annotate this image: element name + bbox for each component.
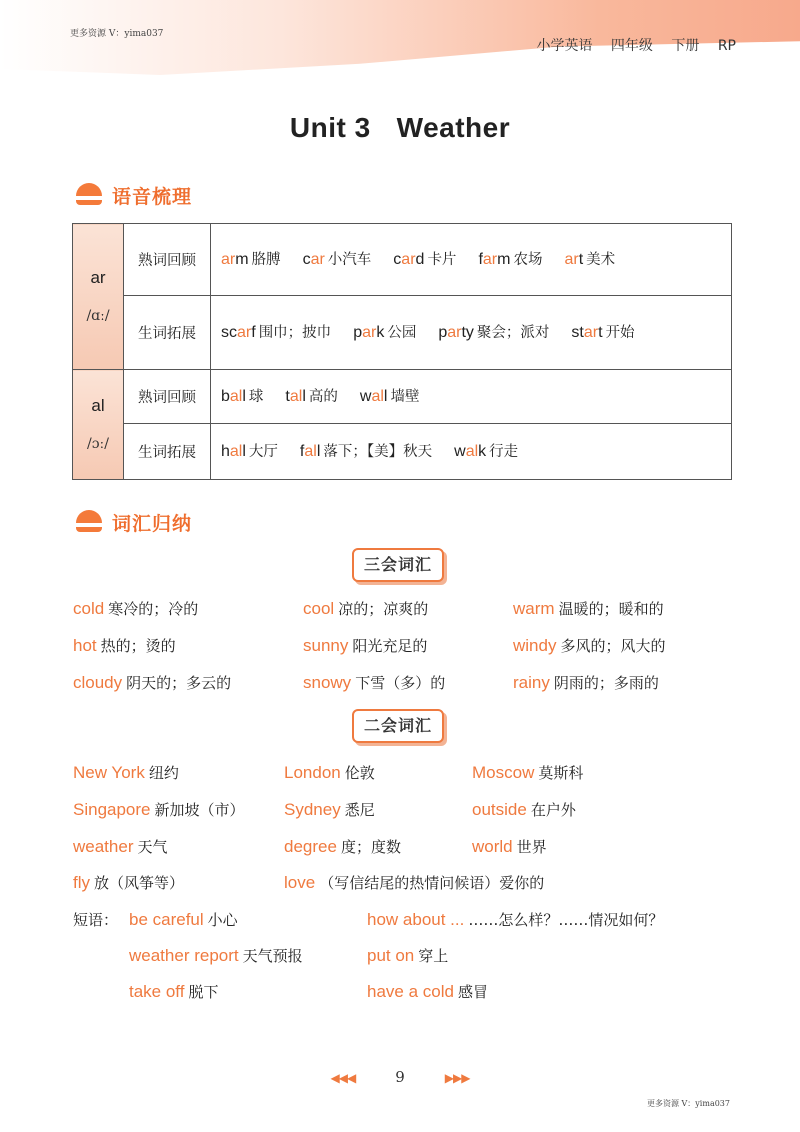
next-arrows-icon: ▶▶▶: [444, 1071, 470, 1085]
vocab-chinese: ……怎么样？……情况如何？: [468, 911, 664, 929]
vocab-item: [513, 635, 665, 656]
phonics-row: [73, 224, 732, 296]
vocab-english: have a cold: [367, 982, 454, 1001]
word-english: wall: [359, 388, 388, 405]
word-english: card: [393, 251, 425, 268]
vocab-english: be careful: [129, 910, 204, 929]
vocab-english: Moscow: [472, 763, 535, 782]
vocab-chinese: 热的；烫的: [100, 637, 176, 655]
vocab-chinese: 度；度数: [340, 838, 401, 856]
word-chinese: 球: [248, 389, 264, 405]
word-list: [211, 224, 732, 296]
word-chinese: 高的: [308, 389, 338, 405]
vocab-english: world: [472, 837, 513, 856]
vocab-english: fly: [73, 873, 90, 892]
sound-ipa: /ɑː/: [86, 308, 110, 325]
highlighted-letters: ar: [564, 251, 579, 268]
word-english: arm: [221, 251, 249, 268]
word-english: park: [353, 324, 385, 341]
word-list: [211, 370, 732, 424]
section-badge-icon: [72, 183, 106, 207]
word-item: [393, 250, 456, 268]
word-chinese: 落下；【美】秋天: [323, 444, 433, 460]
word-chinese: 行走: [489, 444, 519, 460]
word-chinese: 墙壁: [390, 389, 420, 405]
word-item: [221, 442, 278, 460]
phrase-label: 短语：: [73, 911, 119, 929]
highlighted-letters: ar: [237, 324, 252, 341]
page-title: [0, 112, 800, 144]
word-list: [211, 424, 732, 480]
word-item: [300, 442, 432, 460]
word-chinese: 大厅: [248, 444, 278, 460]
three-skill-badge: 三会词汇: [352, 548, 444, 582]
vocab-chinese: 放（风筝等）: [94, 874, 185, 892]
volume-label: 下册: [671, 38, 700, 54]
subject-label: 小学英语: [536, 38, 593, 54]
phonics-table: [72, 223, 732, 480]
vocab-item: [284, 799, 375, 820]
vocab-item: [472, 836, 547, 857]
word-english: start: [571, 324, 603, 341]
vocab-english: sunny: [303, 636, 349, 655]
highlighted-letters: al: [465, 443, 479, 460]
vocab-english: Sydney: [284, 800, 341, 819]
phrase-item: [367, 909, 663, 930]
watermark-bottom: 更多资源 V：yima037: [646, 1099, 730, 1108]
vocab-chinese: 多风的；风大的: [560, 637, 666, 655]
vocab-item: [303, 672, 445, 693]
highlighted-letters: ar: [310, 251, 325, 268]
word-english: party: [438, 324, 474, 341]
vocab-english: weather report: [129, 946, 239, 965]
word-english: ball: [221, 388, 246, 405]
word-english: tall: [285, 388, 306, 405]
vocab-chinese: 阳光充足的: [352, 637, 428, 655]
highlighted-letters: ar: [447, 324, 462, 341]
section-title: 语音梳理: [112, 185, 193, 208]
highlighted-letters: ar: [362, 324, 377, 341]
word-list: [211, 296, 732, 370]
phonics-row: [73, 296, 732, 370]
vocab-chinese: 新加坡（市）: [154, 801, 245, 819]
vocab-english: weather: [73, 837, 134, 856]
vocab-chinese: 脱下: [188, 983, 219, 1001]
vocab-english: New York: [73, 763, 145, 782]
vocab-chinese: 阴天的；多云的: [126, 674, 232, 692]
vocab-item: [513, 598, 664, 619]
word-item: [454, 442, 518, 460]
word-english: art: [564, 251, 584, 268]
sound-cell: [73, 370, 124, 480]
highlighted-letters: ar: [583, 324, 599, 341]
vocab-english: Singapore: [73, 800, 151, 819]
vocab-item: [73, 672, 231, 693]
vocab-chinese: （写信结尾的热情问候语）爱你的: [319, 874, 545, 892]
phrase-item: [129, 945, 303, 966]
vocab-english: warm: [513, 599, 555, 618]
phrase-item: [129, 909, 238, 930]
vocab-english: outside: [472, 800, 527, 819]
word-item: [564, 250, 615, 268]
word-chinese: 美术: [586, 252, 616, 268]
vocab-chinese: 下雪（多）的: [355, 674, 446, 692]
vocab-chinese: 纽约: [148, 764, 179, 782]
highlighted-letters: al: [371, 388, 384, 405]
sound-letters: al: [91, 396, 105, 416]
prev-arrows-icon: ◀◀◀: [330, 1071, 356, 1085]
word-english: walk: [454, 443, 487, 460]
two-skill-badge: 二会词汇: [352, 709, 444, 743]
vocab-chinese: 伦敦: [344, 764, 375, 782]
phonics-row: [73, 370, 732, 424]
vocab-item: [284, 762, 375, 783]
vocab-english: cold: [73, 599, 105, 618]
vocab-english: snowy: [303, 673, 352, 692]
word-english: hall: [221, 443, 246, 460]
vocab-chinese: 悉尼: [344, 801, 375, 819]
unit-name: Weather: [396, 112, 511, 143]
word-chinese: 农场: [513, 252, 543, 268]
vocab-item: [284, 872, 544, 893]
phrase-item: [129, 981, 218, 1002]
phrase-item: [367, 945, 448, 966]
vocab-item: [303, 635, 427, 656]
word-item: [571, 323, 634, 341]
vocab-item: [284, 836, 401, 857]
highlighted-letters: ar: [401, 251, 416, 268]
vocab-english: cool: [303, 599, 335, 618]
vocab-english: love: [284, 873, 316, 892]
page-number: 9: [395, 1068, 405, 1086]
highlighted-letters: al: [289, 388, 303, 405]
word-item: [221, 387, 263, 405]
sound-letters: ar: [90, 268, 106, 288]
word-chinese: 围巾；披巾: [258, 325, 332, 341]
word-item: [360, 387, 420, 405]
vocab-english: how about ...: [367, 910, 465, 929]
highlighted-letters: al: [229, 388, 243, 405]
vocab-chinese: 感冒: [457, 983, 488, 1001]
group-label: 熟词回顾: [124, 224, 211, 296]
word-chinese: 小汽车: [327, 252, 372, 268]
vocab-english: cloudy: [73, 673, 123, 692]
vocab-english: take off: [129, 982, 185, 1001]
edition-label: RP: [717, 38, 736, 54]
vocab-chinese: 世界: [516, 838, 547, 856]
vocab-english: rainy: [513, 673, 550, 692]
highlighted-letters: al: [229, 443, 243, 460]
grade-label: 四年级: [610, 38, 653, 54]
vocab-english: windy: [513, 636, 557, 655]
section-badge-icon: [72, 510, 106, 534]
word-item: [221, 250, 281, 268]
vocab-chinese: 凉的；凉爽的: [338, 600, 429, 618]
watermark-top: 更多资源 V：yima037: [70, 29, 164, 39]
word-item: [438, 323, 549, 341]
vocab-item: [513, 672, 659, 693]
sound-cell: [73, 224, 124, 370]
group-label: 生词拓展: [124, 424, 211, 480]
word-chinese: 聚会；派对: [476, 325, 550, 341]
section-title: 词汇归纳: [112, 512, 193, 535]
word-chinese: 开始: [605, 325, 635, 341]
section-vocab-heading: [72, 507, 192, 537]
word-item: [221, 323, 331, 341]
word-english: fall: [299, 443, 321, 460]
vocab-item: [73, 598, 198, 619]
word-item: [478, 250, 542, 268]
word-english: farm: [478, 251, 511, 268]
word-item: [285, 387, 337, 405]
book-info: [522, 35, 736, 55]
vocab-english: hot: [73, 636, 97, 655]
vocab-item: [472, 799, 576, 820]
vocab-chinese: 天气预报: [242, 947, 303, 965]
vocab-item: [73, 836, 168, 857]
vocab-english: put on: [367, 946, 415, 965]
vocab-item: [73, 799, 245, 820]
phrase-item: [367, 981, 488, 1002]
word-item: [353, 323, 416, 341]
word-chinese: 胳膊: [251, 252, 281, 268]
vocab-item: [73, 872, 184, 893]
word-chinese: 卡片: [427, 252, 457, 268]
vocab-chinese: 温暖的；暖和的: [558, 600, 664, 618]
vocab-english: degree: [284, 837, 337, 856]
word-chinese: 公园: [387, 325, 417, 341]
vocab-chinese: 阴雨的；多雨的: [553, 674, 659, 692]
vocab-item: [73, 635, 176, 656]
vocab-chinese: 小心: [207, 911, 238, 929]
group-label: 生词拓展: [124, 296, 211, 370]
word-english: car: [302, 251, 325, 268]
phonics-row: [73, 424, 732, 480]
section-phonics-heading: [72, 180, 192, 210]
vocab-chinese: 天气: [137, 838, 168, 856]
vocab-chinese: 莫斯科: [538, 764, 584, 782]
word-english: scarf: [221, 324, 256, 341]
group-label: 熟词回顾: [124, 370, 211, 424]
highlighted-letters: al: [304, 443, 317, 460]
word-item: [303, 250, 372, 268]
vocab-chinese: 穿上: [418, 947, 449, 965]
vocab-item: [73, 762, 179, 783]
vocab-english: London: [284, 763, 341, 782]
vocab-item: [303, 598, 428, 619]
vocab-chinese: 在户外: [530, 801, 576, 819]
sound-ipa: /ɔː/: [87, 436, 109, 453]
vocab-item: [472, 762, 583, 783]
page-number-bar: [0, 1068, 800, 1086]
highlighted-letters: ar: [221, 251, 236, 268]
highlighted-letters: ar: [482, 251, 498, 268]
vocab-chinese: 寒冷的；冷的: [108, 600, 199, 618]
unit-number: Unit 3: [289, 112, 371, 143]
